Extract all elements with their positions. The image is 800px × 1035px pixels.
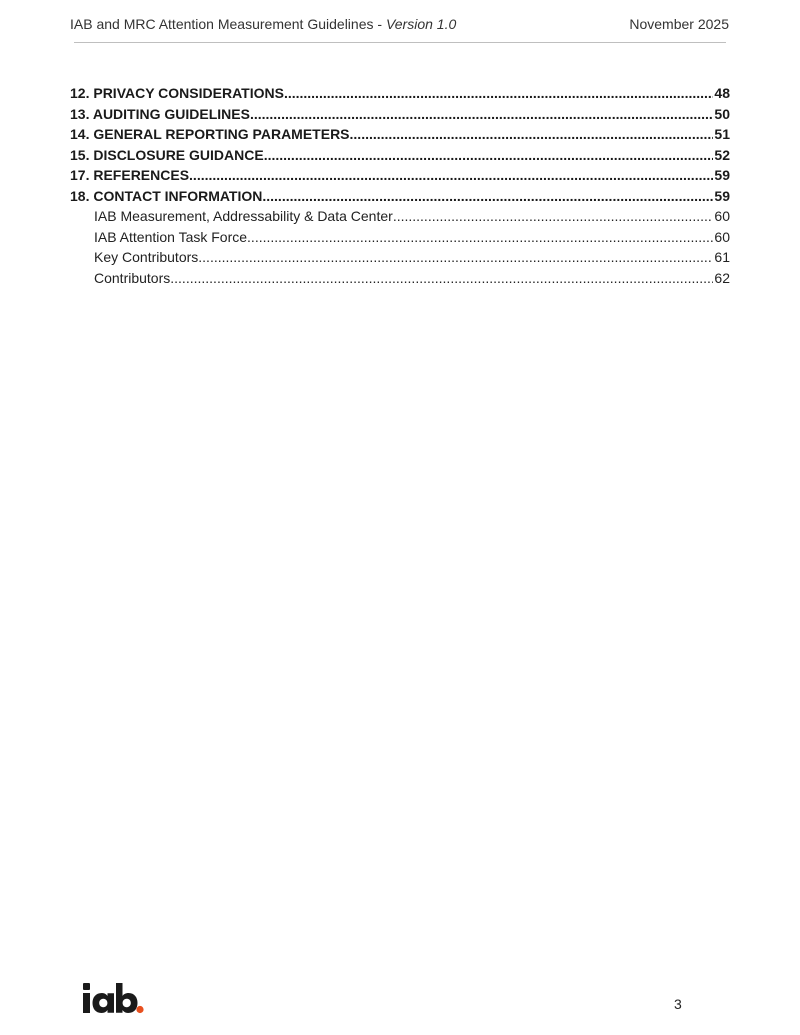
toc-entry-auditing-guidelines[interactable]	[70, 104, 730, 125]
document-title	[70, 16, 456, 32]
toc-entry-page: 61	[714, 249, 730, 265]
toc-entry-page: 59	[714, 187, 730, 204]
logo-b-glyph	[116, 983, 138, 1013]
toc-entry-page: 48	[714, 85, 730, 101]
toc-entry-label: 17. REFERENCES	[70, 167, 190, 183]
toc-entry-key-contributors[interactable]	[70, 247, 730, 268]
toc-entry-label: 18. CONTACT INFORMATION	[70, 187, 263, 204]
iab-logo	[82, 982, 144, 1014]
toc-entry-general-reporting-parameters[interactable]	[70, 124, 730, 145]
document-version: Version 1.0	[385, 16, 457, 32]
page-header	[70, 14, 730, 38]
logo-period-dot	[136, 1006, 143, 1013]
toc-entry-page: 60	[714, 208, 730, 224]
logo-i-dot	[83, 983, 90, 990]
toc-entry-contributors[interactable]	[70, 268, 730, 289]
toc-leader-dots	[189, 165, 713, 186]
page-number: 3	[674, 996, 682, 1012]
toc-entry-label: 12. PRIVACY CONSIDERATIONS	[70, 85, 284, 101]
toc-entry-contact-information[interactable]	[70, 186, 730, 207]
table-of-contents	[70, 83, 730, 288]
toc-leader-dots	[262, 186, 713, 207]
toc-entry-references[interactable]	[70, 165, 730, 186]
toc-leader-dots	[284, 83, 713, 104]
toc-entry-page: 62	[714, 269, 730, 286]
toc-leader-dots	[198, 247, 713, 268]
toc-entry-label: IAB Attention Task Force	[94, 228, 248, 245]
toc-entry-page: 60	[714, 228, 730, 245]
toc-entry-label: Key Contributors	[94, 249, 199, 265]
toc-entry-label: 13. AUDITING GUIDELINES	[70, 105, 250, 122]
logo-a-glyph	[93, 993, 115, 1013]
toc-entry-label: 14. GENERAL REPORTING PARAMETERS	[70, 126, 350, 142]
logo-i-stem	[83, 993, 90, 1013]
toc-entry-page: 51	[714, 126, 730, 142]
toc-entry-page: 52	[714, 146, 730, 163]
toc-leader-dots	[247, 227, 713, 248]
toc-leader-dots	[264, 145, 714, 166]
toc-entry-label: IAB Measurement, Addressability & Data Center	[94, 208, 393, 224]
toc-entry-page: 50	[714, 105, 730, 122]
document-title-main: IAB and MRC Attention Measurement Guidelines -	[70, 16, 386, 32]
toc-leader-dots	[170, 268, 713, 289]
toc-leader-dots	[250, 104, 713, 125]
toc-entry-disclosure-guidance[interactable]	[70, 145, 730, 166]
toc-entry-label: Contributors	[94, 269, 171, 286]
toc-entry-attention-task-force[interactable]	[70, 227, 730, 248]
document-date: November 2025	[629, 16, 729, 32]
toc-entry-label: 15. DISCLOSURE GUIDANCE	[70, 146, 264, 163]
toc-entry-iab-data-center[interactable]	[70, 206, 730, 227]
toc-entry-page: 59	[714, 167, 730, 183]
toc-entry-privacy-considerations[interactable]	[70, 83, 730, 104]
header-divider	[74, 42, 726, 43]
toc-leader-dots	[393, 206, 714, 227]
toc-leader-dots	[350, 124, 714, 145]
